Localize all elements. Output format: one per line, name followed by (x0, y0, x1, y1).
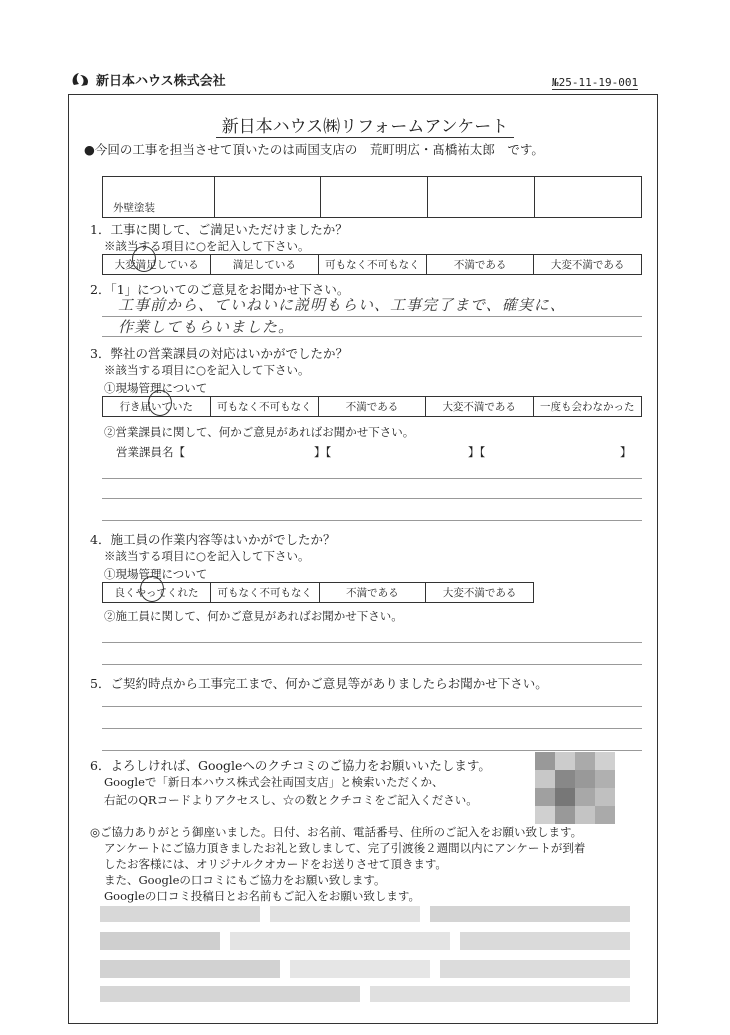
redaction-block (100, 986, 360, 1002)
q1-options (102, 254, 642, 275)
q3-sub2: ②営業課員に関して、何かご意見があればお聞かせ下さい。 (104, 425, 415, 439)
q5-question: 5．ご契約時点から工事完工まで、何かご意見等がありましたらお聞かせ下さい。 (90, 676, 548, 691)
thanks-line3: したお客様には、オリジナルクオカードをお送りさせて頂きます。 (104, 857, 447, 871)
document-number: №25-11-19-001 (552, 76, 639, 89)
q3-note: ※該当する項目に○を記入して下さい。 (104, 363, 310, 377)
q2-handwritten-answer-1: 工事前から、ていねいに説明もらい、工事完了まで、確実に、 (118, 296, 566, 314)
selection-circle-q4 (140, 576, 164, 602)
q4-option[interactable]: 大変不満である (426, 583, 534, 603)
redaction-block (100, 932, 220, 950)
qr-code-icon[interactable] (535, 752, 615, 824)
work-cell (214, 177, 321, 218)
company-header (70, 70, 226, 89)
page-title (0, 112, 730, 137)
answer-line (102, 706, 642, 707)
answer-line (102, 520, 642, 521)
redaction-block (270, 906, 420, 922)
answer-line (102, 728, 642, 729)
redaction-block (100, 960, 280, 978)
work-cell: 外壁塗装 (103, 177, 215, 218)
selection-circle-q3 (148, 390, 172, 416)
thanks-line1: ◎ご協力ありがとう御座いました。日付、お名前、電話番号、住所のご記入をお願い致します。 (90, 825, 583, 839)
redaction-block (440, 960, 630, 978)
q6-line1: Googleで「新日本ハウス株式会社両国支店」と検索いただくか、 (104, 775, 444, 789)
staff-name-label: 営業課員名【 (116, 445, 185, 459)
redaction-block (430, 906, 630, 922)
q3-options (102, 396, 642, 417)
q3-sub1: ①現場管理について (104, 381, 208, 395)
answer-line (102, 664, 642, 665)
answer-line (102, 642, 642, 643)
q3-option[interactable]: 大変不満である (425, 397, 533, 417)
q3-option[interactable]: 可もなく不可もなく (210, 397, 318, 417)
q1-note: ※該当する項目に○を記入して下さい。 (104, 239, 310, 253)
q3-option[interactable]: 一度も会わなかった (533, 397, 642, 417)
q3-question: 3．弊社の営業課員の対応はいかがでしたか？ (90, 346, 348, 361)
redaction-block (370, 986, 630, 1002)
redacted-personal-info (100, 902, 640, 1014)
q2-handwritten-answer-2: 作業してもらいました。 (118, 318, 295, 336)
staff-bracket: 】 (620, 445, 632, 459)
intro-text: ●今回の工事を担当させて頂いたのは両国支店の 荒町明広・髙橋祐太郎 です。 (84, 142, 544, 157)
redaction-block (230, 932, 450, 950)
redaction-block (100, 906, 260, 922)
q4-option[interactable]: 良くやってくれた (103, 583, 211, 603)
q6-question: 6．よろしければ、Googleへのクチコミのご協力をお願いいたします。 (90, 758, 491, 773)
work-cell (428, 177, 535, 218)
answer-line (102, 478, 642, 479)
title-text: 新日本ハウス㈱リフォームアンケート (216, 117, 515, 138)
answer-line (102, 498, 642, 499)
company-logo-icon (70, 71, 92, 89)
work-cell (321, 177, 428, 218)
company-name: 新日本ハウス株式会社 (96, 74, 226, 89)
q4-options (102, 582, 534, 603)
q1-option[interactable]: 大変不満である (534, 255, 642, 275)
q2-question: 2．「1」についてのご意見をお聞かせ下さい。 (90, 282, 350, 297)
selection-circle-q1 (132, 246, 156, 272)
work-cell (535, 177, 642, 218)
redaction-block (290, 960, 430, 978)
q4-question: 4．施工員の作業内容等はいかがでしたか？ (90, 532, 336, 547)
q6-line2: 右記のQRコードよりアクセスし、☆の数とクチコミをご記入ください。 (104, 793, 478, 807)
work-table (102, 176, 642, 218)
q1-option[interactable]: 満足している (211, 255, 318, 275)
thanks-line2: アンケートにご協力頂きましたお礼と致しまして、完了引渡後２週間以内にアンケートが到着 (104, 841, 586, 855)
q1-option[interactable]: 大変満足している (103, 255, 211, 275)
thanks-line4: また、Googleの口コミにもご協力をお願い致します。 (104, 873, 386, 887)
thanks-line5: Googleの口コミ投稿日とお名前もご記入をお願い致します。 (104, 889, 420, 903)
q3-option[interactable]: 行き届いていた (103, 397, 211, 417)
q4-option[interactable]: 不満である (319, 583, 426, 603)
q1-option[interactable]: 可もなく不可もなく (318, 255, 427, 275)
q1-option[interactable]: 不満である (427, 255, 534, 275)
q4-option[interactable]: 可もなく不可もなく (211, 583, 319, 603)
answer-line (102, 750, 642, 751)
staff-bracket: 】【 (314, 445, 332, 459)
redaction-block (460, 932, 630, 950)
staff-bracket: 】【 (468, 445, 486, 459)
q4-note: ※該当する項目に○を記入して下さい。 (104, 549, 310, 563)
q4-sub1: ①現場管理について (104, 567, 208, 581)
q3-option[interactable]: 不満である (319, 397, 426, 417)
q1-question: 1．工事に関して、ご満足いただけましたか？ (90, 222, 348, 237)
q4-sub2: ②施工員に関して、何かご意見があればお聞かせ下さい。 (104, 609, 403, 623)
